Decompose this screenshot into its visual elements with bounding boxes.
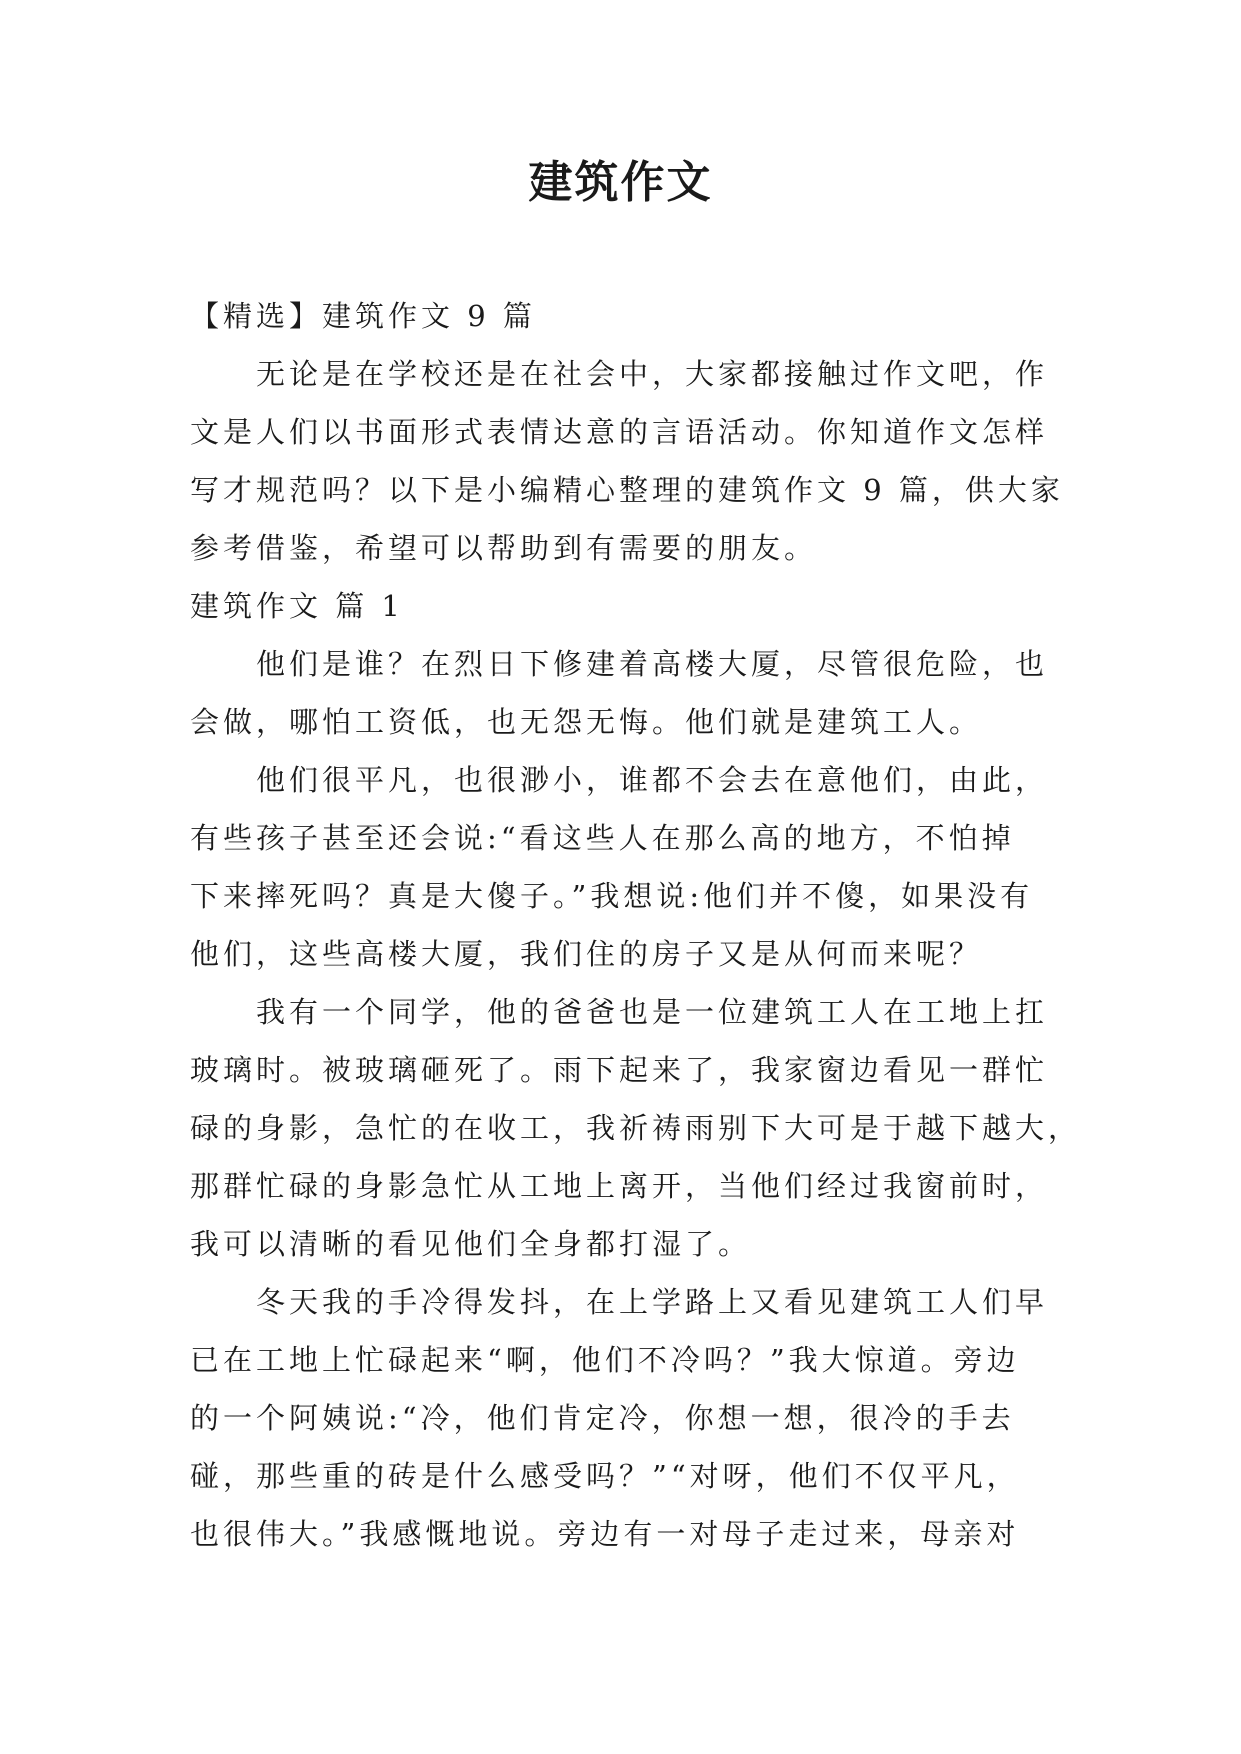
document-body: [190, 287, 1082, 1563]
text-line: 建筑作文 篇 1: [190, 589, 404, 623]
text-line: 写才规范吗？以下是小编精心整理的建筑作文 9 篇，供大家: [190, 473, 1064, 507]
text-line: 他们，这些高楼大厦，我们住的房子又是从何而来呢？: [190, 937, 983, 971]
text-line: 他们很平凡，也很渺小，谁都不会去在意他们，由此，: [256, 763, 1049, 797]
text-line: 无论是在学校还是在社会中，大家都接触过作文吧，作: [256, 357, 1049, 391]
text-line: 下来摔死吗？真是大傻子。”我想说:他们并不傻，如果没有: [190, 879, 1034, 913]
text-line: 玻璃时。被玻璃砸死了。雨下起来了，我家窗边看见一群忙: [190, 1053, 1049, 1087]
text-line: 有些孩子甚至还会说:“看这些人在那么高的地方，不怕掉: [190, 821, 1015, 855]
text-line: 碌的身影，急忙的在收工，我祈祷雨别下大可是于越下越大，: [190, 1111, 1082, 1145]
text-line: 碰，那些重的砖是什么感受吗？”“对呀，他们不仅平凡，: [190, 1459, 1020, 1493]
text-line: 会做，哪怕工资低，也无怨无悔。他们就是建筑工人。: [190, 705, 983, 739]
text-line: 【精选】建筑作文 9 篇: [190, 299, 536, 333]
text-line: 他们是谁？在烈日下修建着高楼大厦，尽管很危险，也: [256, 647, 1049, 681]
text-line: 我有一个同学，他的爸爸也是一位建筑工人在工地上扛: [256, 995, 1049, 1029]
text-line: 也很伟大。”我感慨地说。旁边有一对母子走过来，母亲对: [190, 1517, 1020, 1551]
text-line: 我可以清晰的看见他们全身都打湿了。: [190, 1227, 752, 1261]
text-line: 的一个阿姨说:“冷，他们肯定冷，你想一想，很冷的手去: [190, 1401, 1015, 1435]
text-line: 那群忙碌的身影急忙从工地上离开，当他们经过我窗前时，: [190, 1169, 1049, 1203]
text-line: 文是人们以书面形式表情达意的言语活动。你知道作文怎样: [190, 415, 1049, 449]
text-line: 已在工地上忙碌起来“啊，他们不冷吗？”我大惊道。旁边: [190, 1343, 1020, 1377]
text-line: 参考借鉴，希望可以帮助到有需要的朋友。: [190, 531, 818, 565]
document-title: 建筑作文: [528, 157, 713, 208]
text-line: 冬天我的手冷得发抖，在上学路上又看见建筑工人们早: [256, 1285, 1049, 1319]
